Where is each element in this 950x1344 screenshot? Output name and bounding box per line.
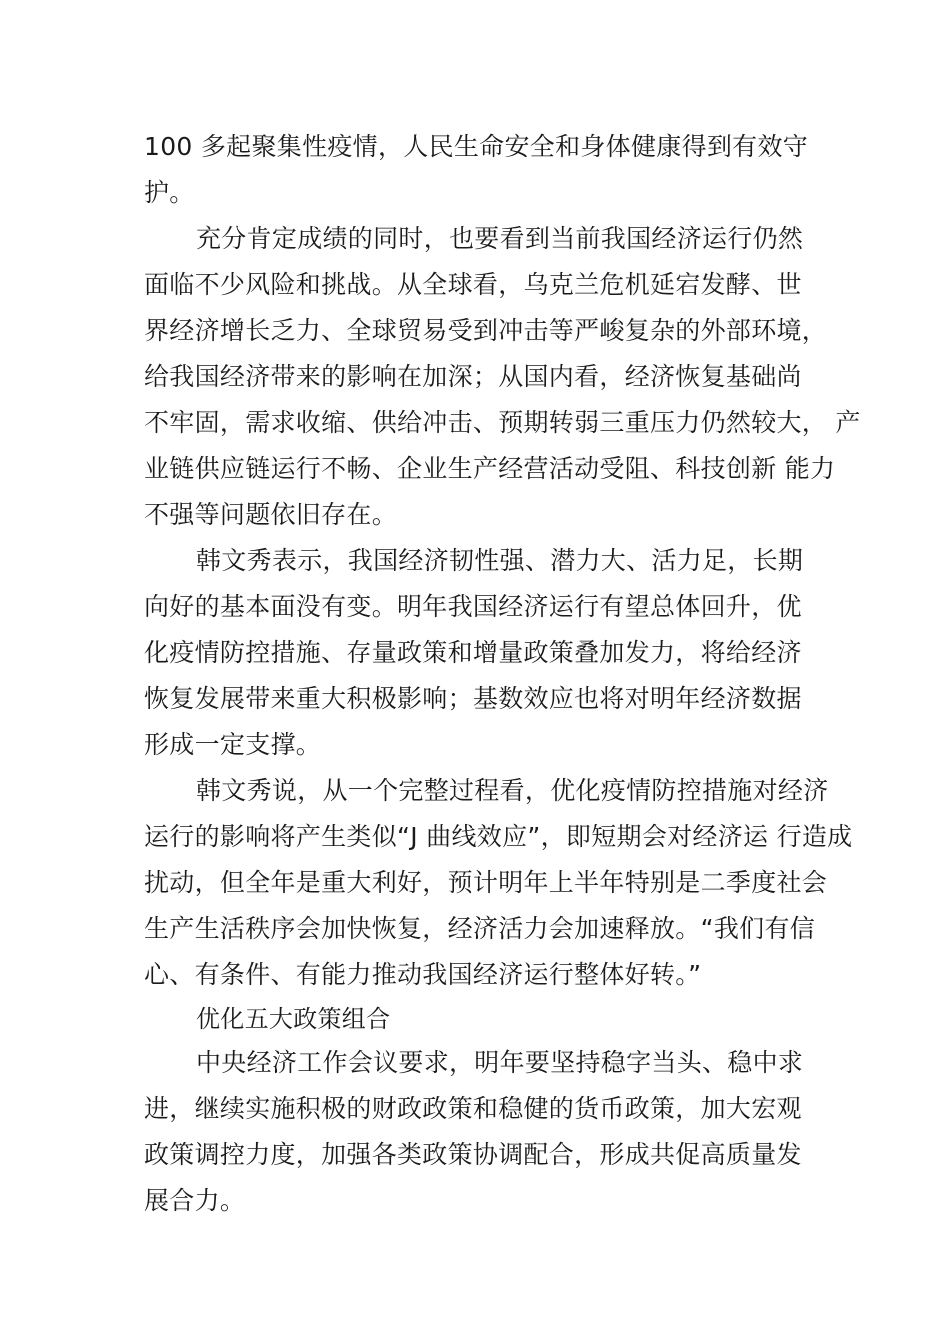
text-line: 生产生活秩序会加快恢复，经济活力会加速释放。“我们有信 — [144, 914, 816, 943]
text-line: 不牢固，需求收缩、供给冲击、预期转弱三重压力仍然较大， 产 — [144, 408, 861, 437]
text-line: 恢复发展带来重大积极影响；基数效应也将对明年经济数据 — [144, 684, 802, 713]
text-line: 业链供应链运行不畅、企业生产经营活动受阻、科技创新 能力 — [144, 454, 836, 483]
text-line: 进，继续实施积极的财政政策和稳健的货币政策，加大宏观 — [144, 1094, 802, 1123]
text-line: 给我国经济带来的影响在加深；从国内看，经济恢复基础尚 — [144, 362, 802, 391]
text-line: 界经济增长乏力、全球贸易受到冲击等严峻复杂的外部环境， — [144, 316, 828, 345]
text-line: 化疫情防控措施、存量政策和增量政策叠加发力，将给经济 — [144, 638, 802, 667]
text-line: 不强等问题依旧存在。 — [144, 500, 398, 529]
text-line: 中央经济工作会议要求，明年要坚持稳字当头、稳中求 — [196, 1048, 804, 1077]
text-line: 100 多起聚集性疫情，人民生命安全和身体健康得到有效守 — [144, 132, 809, 161]
text-line: 政策调控力度，加强各类政策协调配合，形成共促高质量发 — [144, 1140, 802, 1169]
text-line: 扰动，但全年是重大利好，预计明年上半年特别是二季度社会 — [144, 868, 828, 897]
text-line: 形成一定支撑。 — [144, 730, 322, 759]
text-line: 展合力。 — [144, 1186, 246, 1215]
text-line: 韩文秀表示，我国经济韧性强、潜力大、活力足，长期 — [196, 546, 804, 575]
text-line: 面临不少风险和挑战。从全球看，乌克兰危机延宕发酵、世 — [144, 270, 802, 299]
section-heading: 优化五大政策组合 — [196, 1005, 391, 1033]
text-line: 护。 — [144, 178, 195, 207]
text-line: 运行的影响将产生类似“J 曲线效应”，即短期会对经济运 行造成 — [144, 822, 853, 851]
text-line: 心、有条件、有能力推动我国经济运行整体好转。” — [144, 960, 702, 989]
text-line: 充分肯定成绩的同时，也要看到当前我国经济运行仍然 — [196, 224, 804, 253]
text-line: 向好的基本面没有变。明年我国经济运行有望总体回升，优 — [144, 592, 802, 621]
article-body — [144, 124, 861, 1224]
text-line: 韩文秀说，从一个完整过程看，优化疫情防控措施对经济 — [196, 776, 829, 805]
